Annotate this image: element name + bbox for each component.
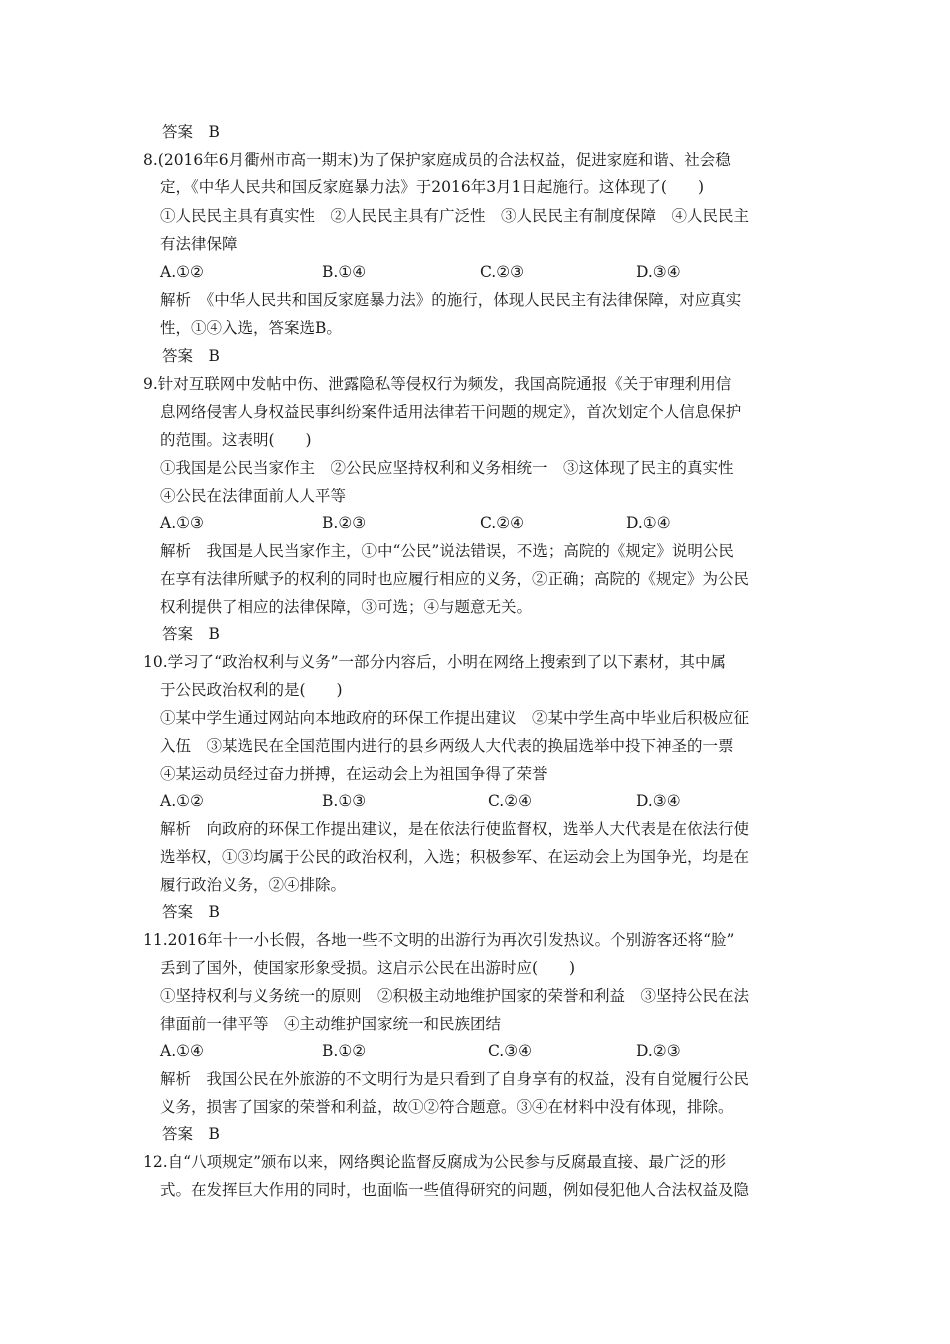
question-8-stem-line-2: 定，《中华人民共和国反家庭暴力法》于2016年3月1日起施行。这体现了( ) xyxy=(160,178,705,196)
question-10-analysis-line-1: 解析 向政府的环保工作提出建议，是在依法行使监督权，选举人大代表是在依法行使 xyxy=(160,820,750,838)
question-10-answer: 答案 B xyxy=(162,903,220,921)
answer-line: 答案 B xyxy=(162,123,220,141)
question-11-items-line-2: 律面前一律平等 ④主动维护国家统一和民族团结 xyxy=(160,1015,502,1033)
question-9-items-line-1: ①我国是公民当家作主 ②公民应坚持权利和义务相统一 ③这体现了民主的真实性 xyxy=(160,459,734,477)
question-11-option-a: A.①④ xyxy=(160,1042,204,1060)
question-10-option-a: A.①② xyxy=(160,792,204,810)
question-11-answer: 答案 B xyxy=(162,1125,220,1143)
question-10-items-line-2: 入伍 ③某选民在全国范围内进行的县乡两级人大代表的换届选举中投下神圣的一票 xyxy=(160,737,734,755)
question-10-stem-line-1: 10.学习了“政治权利与义务”一部分内容后，小明在网络上搜索到了以下素材，其中属 xyxy=(143,653,727,671)
question-9-option-b: B.②③ xyxy=(322,514,367,532)
question-10-items-line-3: ④某运动员经过奋力拼搏，在运动会上为祖国争得了荣誉 xyxy=(160,765,548,783)
question-8-stem-line-1: 8.(2016年6月衢州市高一期末)为了保护家庭成员的合法权益，促进家庭和谐、社会稳 xyxy=(143,151,731,169)
question-11-analysis-line-2: 义务，损害了国家的荣誉和利益，故①②符合题意。③④在材料中没有体现，排除。 xyxy=(160,1098,734,1116)
question-9-analysis-line-1: 解析 我国是人民当家作主，①中“公民”说法错误，不选；高院的《规定》说明公民 xyxy=(160,542,734,560)
question-10-option-d: D.③④ xyxy=(636,792,681,810)
question-12-stem-line-1: 12.自“八项规定”颁布以来，网络舆论监督反腐成为公民参与反腐最直接、最广泛的形 xyxy=(143,1153,727,1171)
question-8-option-d: D.③④ xyxy=(636,263,681,281)
question-9-analysis-line-2: 在享有法律所赋予的权利的同时也应履行相应的义务，②正确；高院的《规定》为公民 xyxy=(160,570,750,588)
question-11-option-d: D.②③ xyxy=(636,1042,681,1060)
question-9-analysis-line-3: 权利提供了相应的法律保障，③可选；④与题意无关。 xyxy=(160,598,533,616)
question-10-items-line-1: ①某中学生通过网站向本地政府的环保工作提出建议 ②某中学生高中毕业后积极应征 xyxy=(160,709,750,727)
question-9-stem-line-2: 息网络侵害人身权益民事纠纷案件适用法律若干问题的规定》，首次划定个人信息保护 xyxy=(160,403,742,421)
question-8-analysis-line-2: 性，①④入选，答案选B。 xyxy=(160,319,342,337)
question-8-items-line-1: ①人民民主具有真实性 ②人民民主具有广泛性 ③人民民主有制度保障 ④人民民主 xyxy=(160,207,750,225)
question-8-option-a: A.①② xyxy=(160,263,204,281)
question-9-stem-line-3: 的范围。这表明( ) xyxy=(160,431,312,449)
question-11-items-line-1: ①坚持权利与义务统一的原则 ②积极主动地维护国家的荣誉和利益 ③坚持公民在法 xyxy=(160,987,750,1005)
question-8-analysis-line-1: 解析 《中华人民共和国反家庭暴力法》的施行，体现人民民主有法律保障，对应真实 xyxy=(160,291,742,309)
question-9-option-c: C.②④ xyxy=(480,514,525,532)
question-12-stem-line-2: 式。在发挥巨大作用的同时，也面临一些值得研究的问题，例如侵犯他人合法权益及隐 xyxy=(160,1181,750,1199)
question-10-analysis-line-2: 选举权，①③均属于公民的政治权利，入选；积极参军、在运动会上为国争光，均是在 xyxy=(160,848,750,866)
question-11-option-c: C.③④ xyxy=(488,1042,533,1060)
question-11-stem-line-2: 丢到了国外，使国家形象受损。这启示公民在出游时应( ) xyxy=(160,959,576,977)
question-10-analysis-line-3: 履行政治义务，②④排除。 xyxy=(160,876,347,894)
question-8-items-line-2: 有法律保障 xyxy=(160,235,238,253)
question-9-items-line-2: ④公民在法律面前人人平等 xyxy=(160,487,347,505)
question-11-analysis-line-1: 解析 我国公民在外旅游的不文明行为是只看到了自身享有的权益，没有自觉履行公民 xyxy=(160,1070,750,1088)
question-8-answer: 答案 B xyxy=(162,347,220,365)
question-9-option-d: D.①④ xyxy=(626,514,671,532)
question-11-option-b: B.①② xyxy=(322,1042,367,1060)
question-10-option-b: B.①③ xyxy=(322,792,367,810)
question-9-stem-line-1: 9.针对互联网中发帖中伤、泄露隐私等侵权行为频发，我国高院通报《关于审理利用信 xyxy=(143,375,732,393)
question-8-option-b: B.①④ xyxy=(322,263,367,281)
question-8-option-c: C.②③ xyxy=(480,263,525,281)
question-10-stem-line-2: 于公民政治权利的是( ) xyxy=(160,681,343,699)
question-11-stem-line-1: 11.2016年十一小长假，各地一些不文明的出游行为再次引发热议。个别游客还将“脸” xyxy=(143,931,735,949)
question-9-option-a: A.①③ xyxy=(160,514,204,532)
question-10-option-c: C.②④ xyxy=(488,792,533,810)
question-9-answer: 答案 B xyxy=(162,625,220,643)
